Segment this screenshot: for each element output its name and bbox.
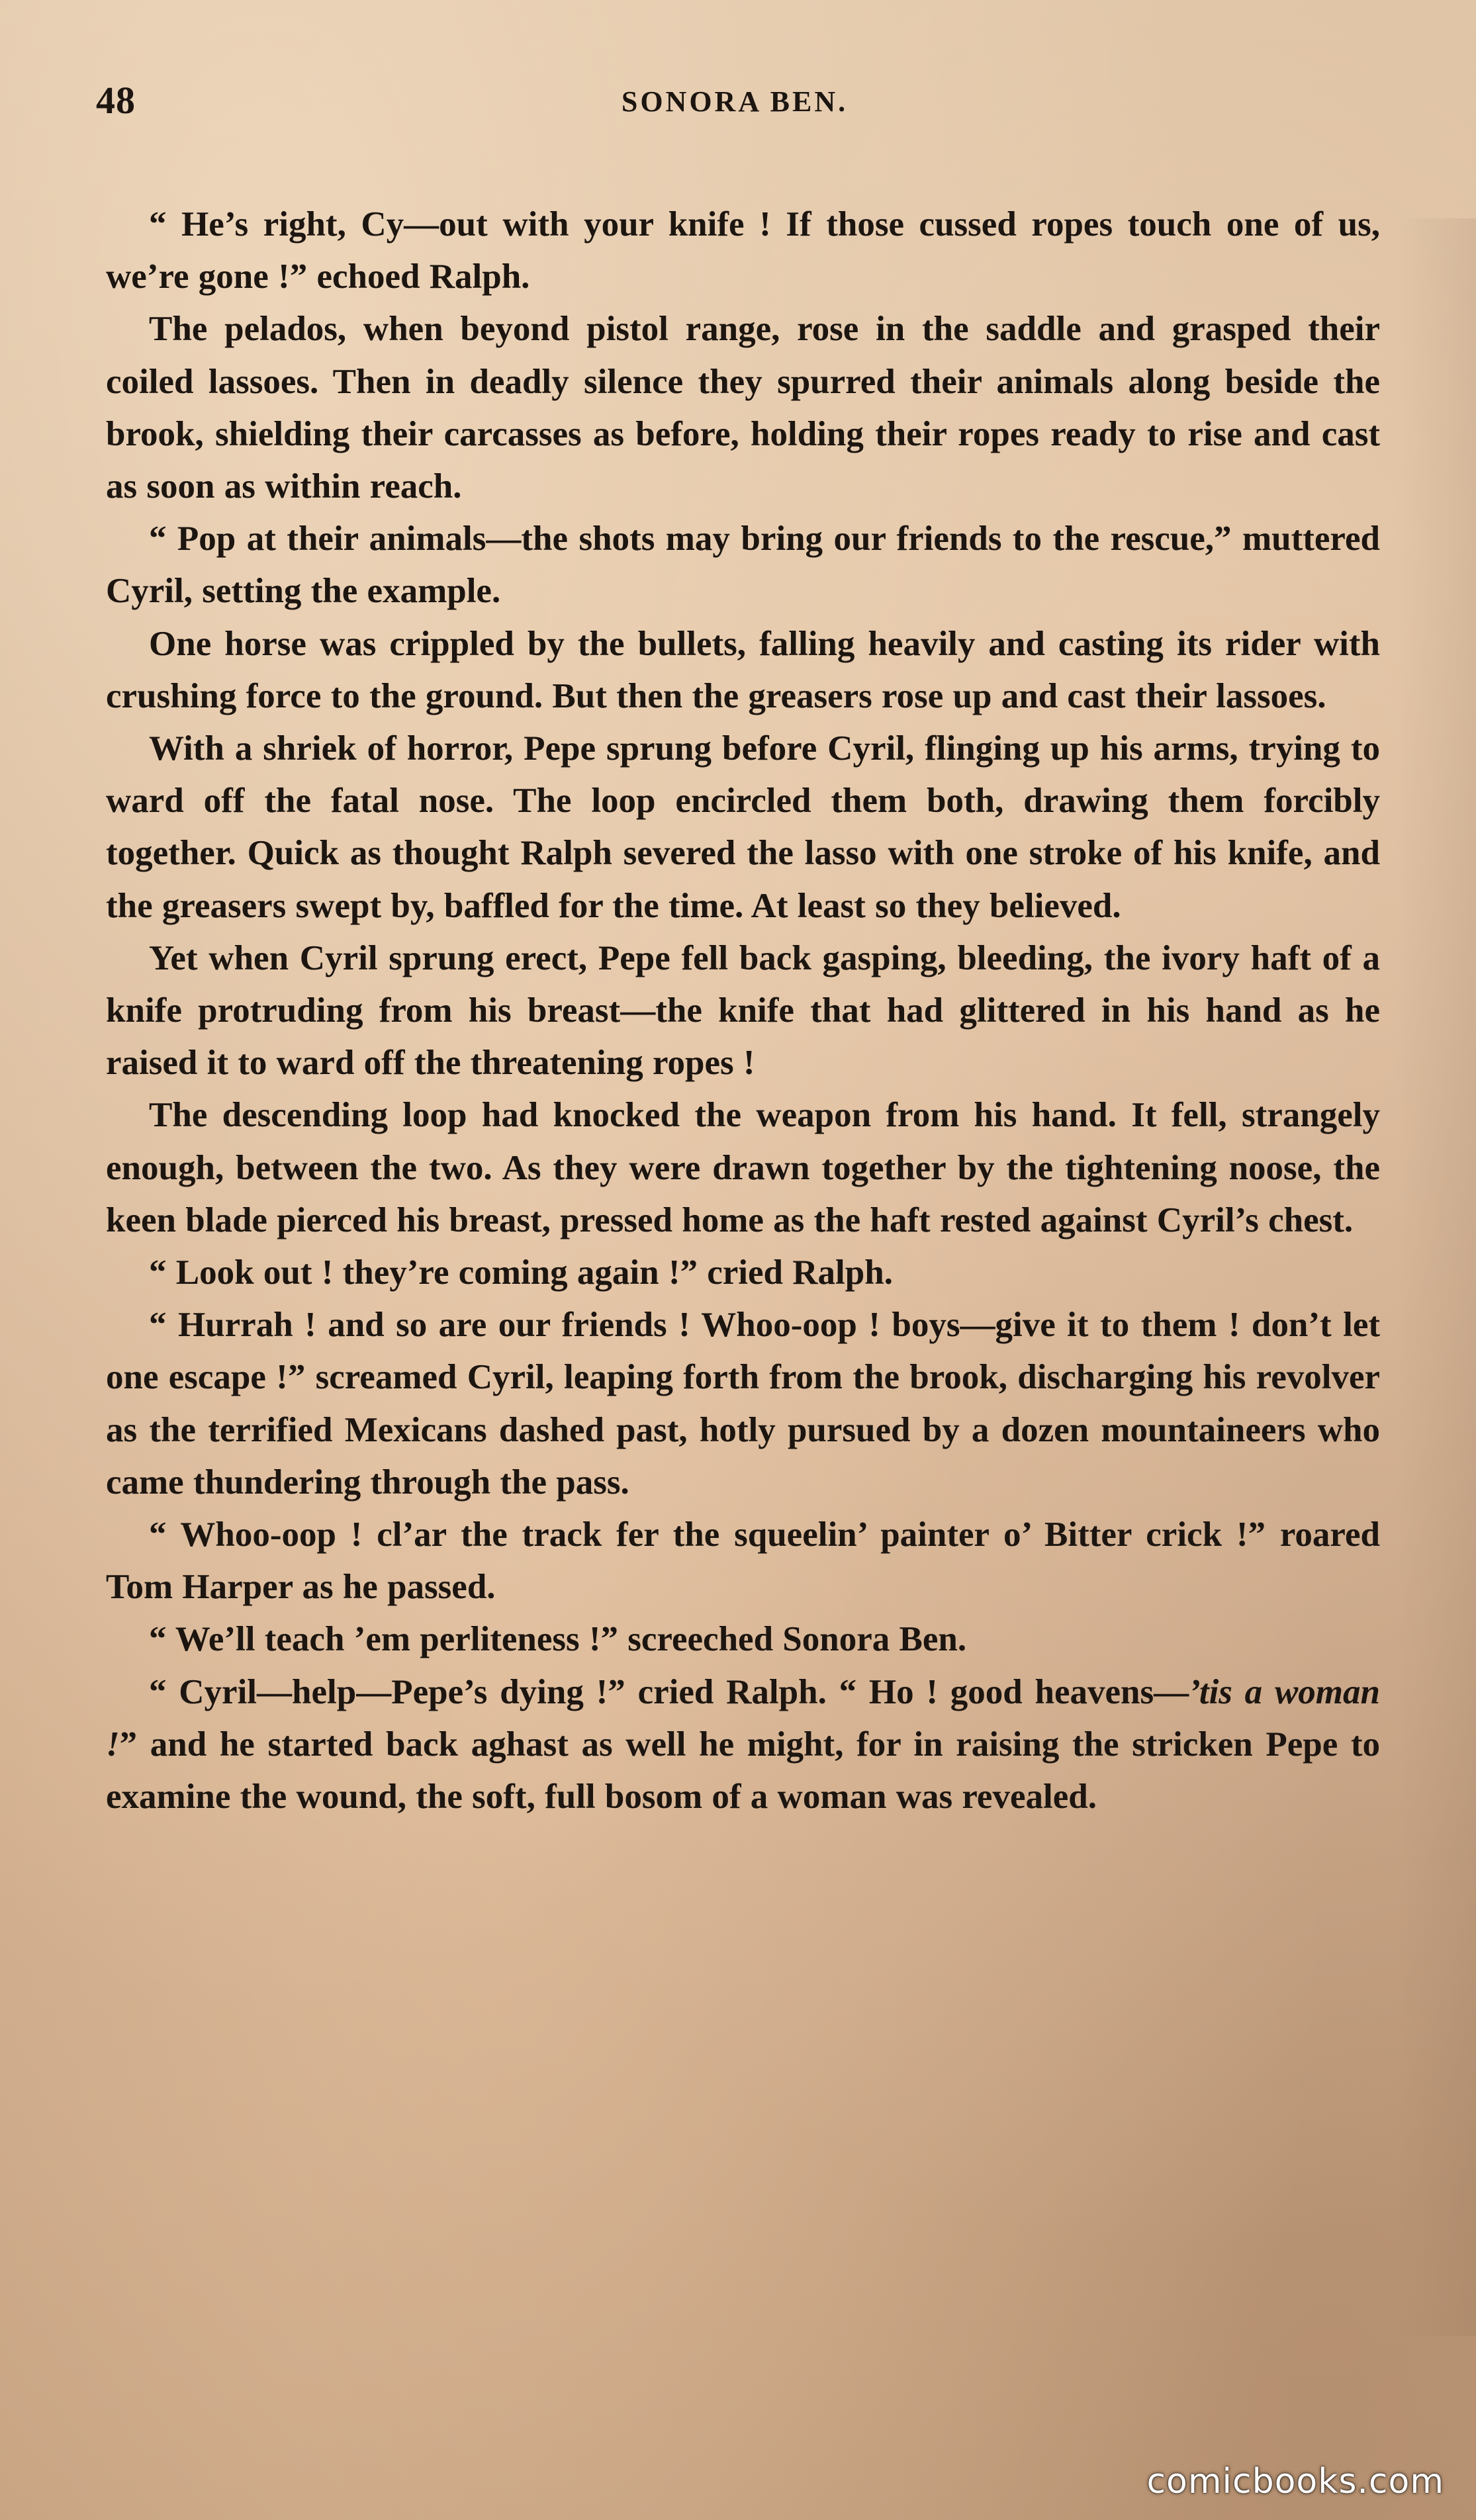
paragraph: With a shriek of horror, Pepe sprung before Cyril, flinging up his arms, trying to ward off the fatal nose. The loop encircled them both, drawing them forcibly together. Quick as thought Ralph severed the lasso with one stroke of his knife, and the greasers swept by, baffled for the time. At least so they believed. [106, 729, 1380, 925]
body-text [106, 199, 1380, 1823]
final-paragraph-text-start: “ Cyril—help—Pepe’s dying !” cried Ralph. “ Ho ! good heavens— [149, 1672, 1189, 1711]
final-paragraph-italic: ’tis a woman ! [106, 1672, 1381, 1764]
page-number: 48 [96, 79, 136, 122]
running-head: SONORA BEN. [621, 85, 849, 118]
final-paragraph [106, 1666, 1380, 1824]
paragraph: “ Whoo-oop ! cl’ar the track fer the squeelin’ painter o’ Bitter crick !” roared Tom Harper as he passed. [106, 1515, 1380, 1607]
page-header [96, 78, 1373, 138]
page-edge-shading [1397, 218, 1476, 2336]
paragraph: Yet when Cyril sprung erect, Pepe fell back gasping, bleeding, the ivory haft of a knife protruding from his breast—the knife that had glittered in his hand as he raised it to ward off the threatening ropes ! [106, 938, 1380, 1083]
paragraph: “ Pop at their animals—the shots may bring our friends to the rescue,” muttered Cyril, setting the example. [106, 519, 1380, 611]
paragraph: “ We’ll teach ’em perliteness !” screeched Sonora Ben. [149, 1620, 967, 1659]
paragraph: One horse was crippled by the bullets, falling heavily and casting its rider with crushing force to the ground. But then the greasers rose up and cast their lassoes. [106, 624, 1380, 715]
watermark: comicbooks.com [1146, 2462, 1444, 2501]
paragraph: “ Hurrah ! and so are our friends ! Whoo-oop ! boys—give it to them ! don’t let one escape !” screamed Cyril, leaping forth from the brook, discharging his revolver as the terrified Mexicans dashed past, hotly pursued by a dozen mountaineers who came thundering through the pass. [106, 1306, 1380, 1502]
paragraph: “ Look out ! they’re coming again !” cried Ralph. [149, 1253, 893, 1292]
final-paragraph-text-end: ” and he started back aghast as well he might, for in raising the stricken Pepe to examine the wound, the soft, full bosom of a woman was revealed. [106, 1725, 1380, 1817]
paragraph: The descending loop had knocked the weapon from his hand. It fell, strangely enough, between the two. As they were drawn together by the tightening noose, the keen blade pierced his breast, pressed home as the haft rested against Cyril’s chest. [106, 1096, 1380, 1239]
paragraph: “ He’s right, Cy—out with your knife ! If those cussed ropes touch one of us, we’re gone !” echoed Ralph. [106, 205, 1380, 296]
paragraph: The pelados, when beyond pistol range, rose in the saddle and grasped their coiled lassoes. Then in deadly silence they spurred their animals along beside the brook, shielding their carcasses as before, holding their ropes ready to rise and cast as soon as within reach. [106, 310, 1380, 506]
